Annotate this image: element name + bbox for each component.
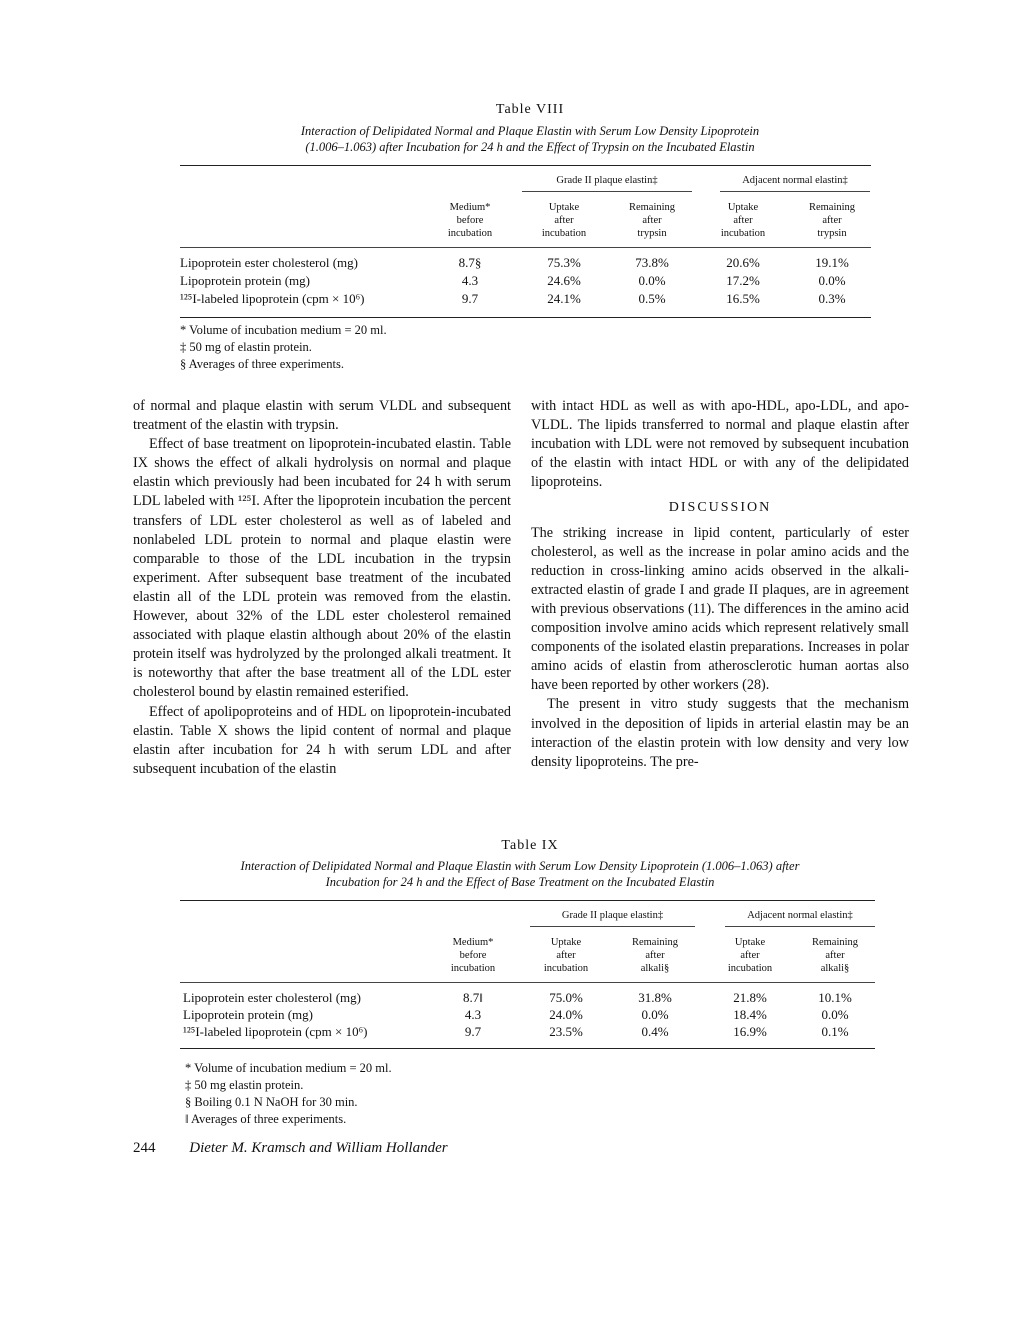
table-9-col-header: Remaining after alkali§ [811,937,859,974]
table-9-cell: 21.8% [733,990,767,1005]
table-9-cell: 0.4% [641,1024,669,1039]
table-8-caption-line-2: (1.006–1.063) after Incubation for 24 h and the Effect of Trypsin on the Incubated Elastin [305,140,755,154]
table-8-cell: 0.0% [818,273,846,288]
table-9-cell: 75.0% [549,990,583,1005]
table-9-cell: 23.5% [549,1024,583,1039]
table-9-cell: 24.0% [549,1007,583,1022]
table-9-title: Table IX [501,838,559,853]
table-8-cell: 17.2% [726,273,760,288]
table-8-cell: 4.3 [461,273,479,288]
table-9-footnote: ‖ Averages of three experiments. [185,1112,347,1126]
paragraph: The present in vitro study suggests that the mechanism involved in the deposition of lipids in arterial elastin may be an interaction of the elastin protein with low density and very low density lipoproteins. The pre- [531,696,909,770]
table-9-cell: 18.4% [733,1007,767,1022]
table-9-group-rule-normal [725,926,875,927]
table-8-caption [180,123,880,155]
table-8-row-label: Lipoprotein protein (mg) [180,273,310,288]
table-8-footnote: * Volume of incubation medium = 20 ml. [180,323,387,337]
table-8-bottom-rule [180,317,871,318]
table-9-cell: 0.0% [641,1007,669,1022]
table-8-cell: 0.5% [638,291,666,306]
table-8-cell: 0.3% [818,291,846,306]
page-number: 244 [133,1140,156,1156]
table-9-col-header: Uptake after incubation [727,937,773,974]
table-8 [180,165,871,320]
table-9-col-header: Uptake after incubation [543,937,589,974]
table-9-cell: 0.0% [821,1007,849,1022]
table-9-row-label: ¹²⁵I-labeled lipoprotein (cpm × 10⁶) [183,1024,368,1039]
section-heading: DISCUSSION [668,500,772,516]
paragraph: Effect of base treatment on lipoprotein-incubated elastin. Table IX shows the effect of alkali hydrolysis on normal and plaque elastin which previously had been incubated for 24 h with serum LDL labeled with ¹²⁵I. After the lipoprotein incubation the percent transfers of LDL ester cholesterol as well as of labeled and nonlabeled LDL protein to normal and plaque elastin were comparable to those of the LDL incubation in the trypsin experiment. After subsequent base treatment of the incubated elastin all of the LDL protein was removed from the elastin. However, about 32% of the LDL ester cholesterol remained associated with plaque elastin although about 20% of the elastin protein itself was hydrolyzed by the prolonged alkali treatment. It is noteworthy that after the base treatment all of the LDL ester cholesterol bound by elastin remained esterified. [133,436,511,701]
table-8-cell: 0.0% [638,273,666,288]
table-8-col-header: Remaining after trypsin [808,202,856,239]
table-9-cell: 8.7‖ [463,990,483,1005]
table-9-header-rule [180,982,875,983]
table-8-cell: 9.7 [461,291,479,306]
table-8-cell: 24.6% [547,273,581,288]
table-9-row-label: Lipoprotein protein (mg) [183,1007,313,1022]
table-9-footnote: ‡ 50 mg elastin protein. [185,1078,304,1092]
table-9-cell: 9.7 [464,1024,482,1039]
table-8-group-header-normal: Adjacent normal elastin‡ [742,175,848,186]
table-8-header-rule [180,247,871,248]
running-authors: Dieter M. Kramsch and William Hollander [189,1140,448,1156]
table-9-top-rule [180,900,875,901]
table-8-cell: 24.1% [547,291,581,306]
table-9-footnotes [185,1060,392,1128]
table-8-cell: 16.5% [726,291,760,306]
table-8-cell: 20.6% [726,255,760,270]
left-column [133,397,511,779]
table-9-cell: 16.9% [733,1024,767,1039]
table-9-caption-line-1: Interaction of Delipidated Normal and Plaque Elastin with Serum Low Density Lipoprotein (1.006–1.063) after [240,859,800,873]
table-9-footnote: § Boiling 0.1 N NaOH for 30 min. [185,1095,358,1109]
table-9-bottom-rule [180,1048,875,1049]
table-9-group-rule-plaque [530,926,695,927]
table-9-caption [175,858,865,890]
table-8-col-header: Medium* before incubation [447,202,493,239]
table-8-group-rule-plaque [522,191,692,192]
table-9-col-header: Remaining after alkali§ [631,937,679,974]
table-8-cell: 19.1% [815,255,849,270]
table-8-top-rule [180,165,871,166]
paragraph: Effect of apolipoproteins and of HDL on lipoprotein-incubated elastin. Table X shows the lipid content of normal and plaque elastin after incubation for 24 h with serum LDL and after subsequent incubation of the elastin [133,703,511,777]
table-8-cell: 75.3% [547,255,581,270]
table-8-footnote: ‡ 50 mg of elastin protein. [180,340,312,354]
table-9-col-header: Medium* before incubation [450,937,496,974]
table-9-caption-line-2: Incubation for 24 h and the Effect of Base Treatment on the Incubated Elastin [325,875,715,889]
table-8-group-rule-normal [720,191,870,192]
table-9 [180,900,875,1050]
table-8-footnotes [180,322,387,373]
table-8-caption-line-1: Interaction of Delipidated Normal and Plaque Elastin with Serum Low Density Lipoprotein [300,124,760,138]
table-9-cell: 0.1% [821,1024,849,1039]
table-8-footnote: § Averages of three experiments. [180,357,344,371]
table-8-group-header-plaque: Grade II plaque elastin‡ [556,175,658,186]
table-8-col-header: Uptake after incubation [720,202,766,239]
page-footer [133,1140,448,1157]
paragraph: of normal and plaque elastin with serum VLDL and subsequent treatment of the elastin with trypsin. [133,398,511,434]
table-9-group-header-plaque: Grade II plaque elastin‡ [561,910,664,921]
table-9-footnote: * Volume of incubation medium = 20 ml. [185,1061,392,1075]
table-8-row-label: Lipoprotein ester cholesterol (mg) [180,255,358,270]
table-9-cell: 4.3 [464,1007,482,1022]
paragraph: with intact HDL as well as with apo-HDL, apo-LDL, and apo-VLDL. The lipids transferred to normal and plaque elastin after incubation with LDL were not removed by subsequent incubation of the elastin with intact HDL or with any of the delipidated lipoproteins. [531,398,909,491]
table-9-cell: 10.1% [818,990,852,1005]
table-8-col-header: Remaining after trypsin [628,202,676,239]
table-9-group-header-normal: Adjacent normal elastin‡ [747,910,853,921]
table-9-cell: 31.8% [638,990,672,1005]
table-9-row-label: Lipoprotein ester cholesterol (mg) [183,990,361,1005]
table-8-row-label: ¹²⁵I-labeled lipoprotein (cpm × 10⁶) [180,291,365,306]
table-8-cell: 8.7§ [458,255,482,270]
table-8-col-header: Uptake after incubation [541,202,587,239]
paragraph: The striking increase in lipid content, particularly of ester cholesterol, as well as the increase in polar amino acids and the reduction in cross-linking amino acids observed in the alkali-extracted elastin of grade I and grade II plaques, are in agreement with previous observations (11). The differences in the amino acid composition involve amino acids which represent relatively small components of the isolated elastin preparations. Increases in polar amino acids of elastin from atherosclerotic human aortas also have been reported by other workers (28). [531,524,909,694]
right-column [531,397,909,772]
table-8-title: Table VIII [495,102,565,117]
table-8-cell: 73.8% [635,255,669,270]
